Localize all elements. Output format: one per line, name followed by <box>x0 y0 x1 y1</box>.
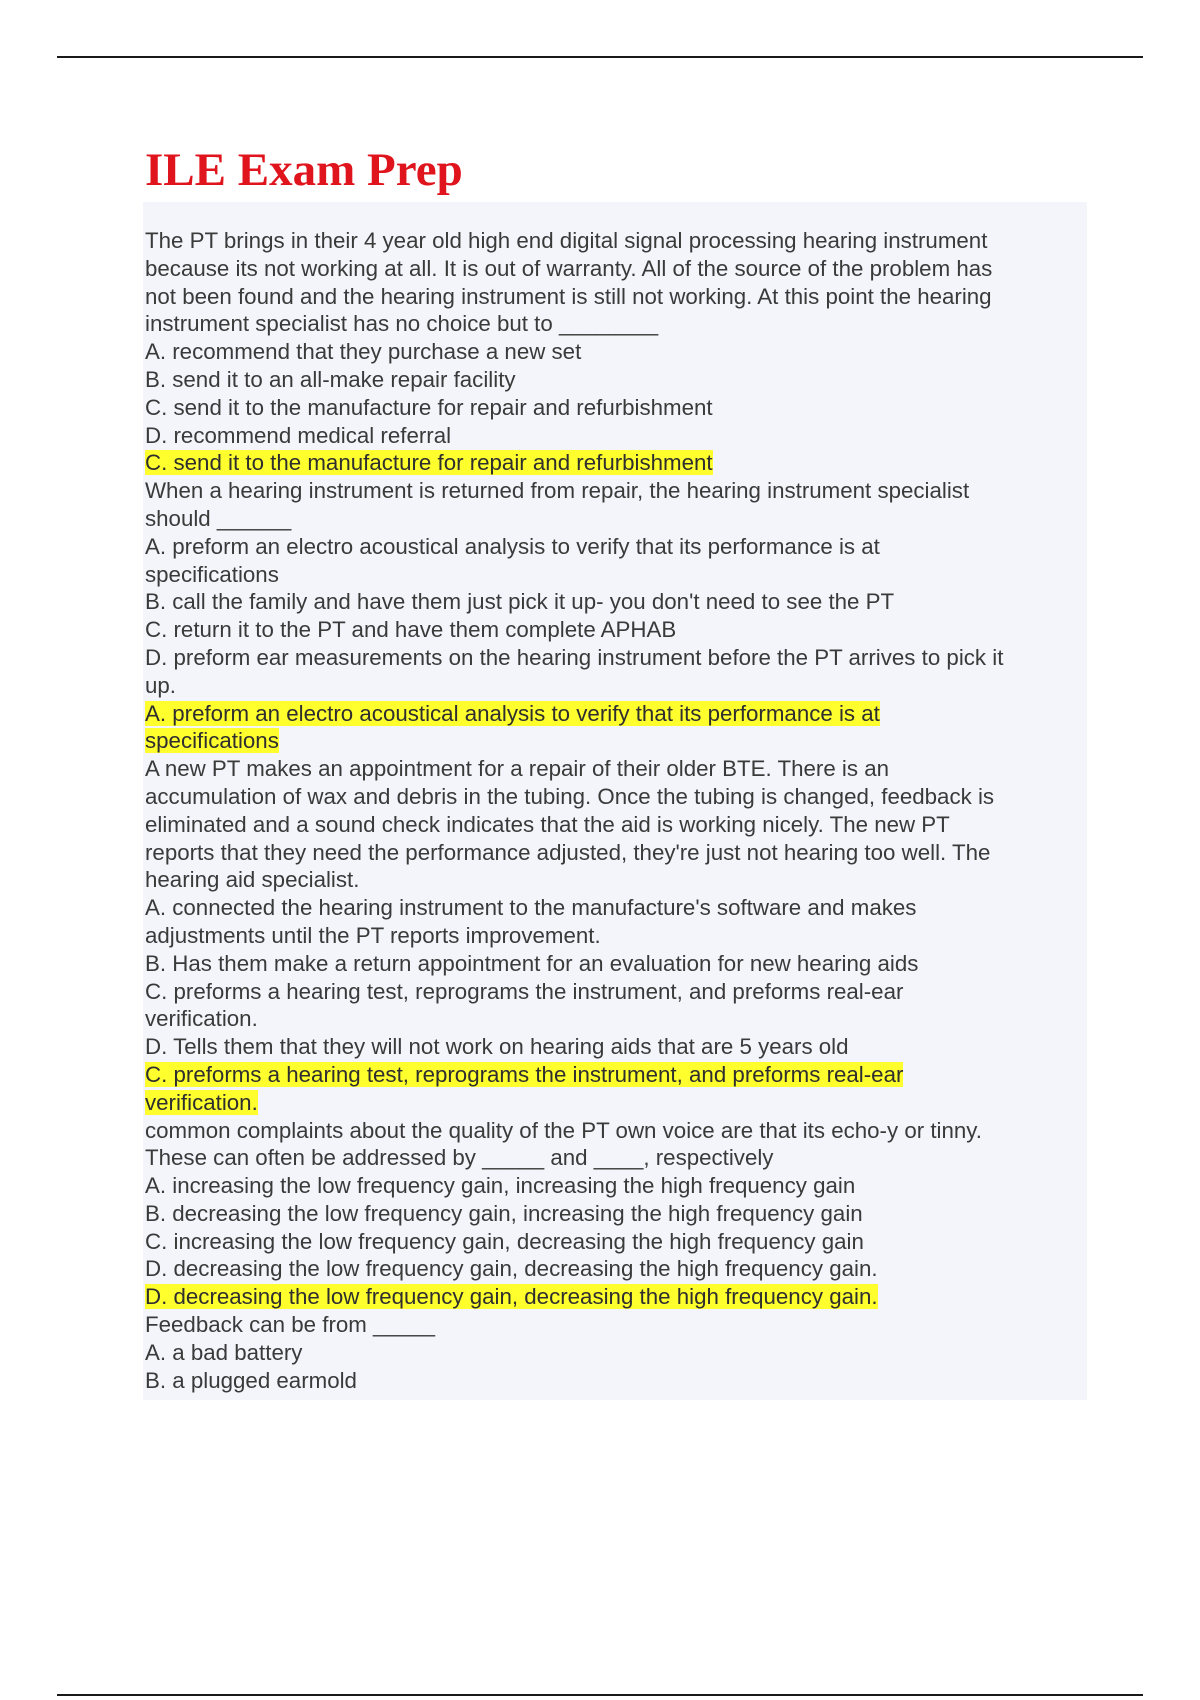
text-line <box>145 866 1087 894</box>
text-line <box>145 644 1087 672</box>
text-line <box>145 1228 1087 1256</box>
text-line <box>145 477 1087 505</box>
text-line <box>145 616 1087 644</box>
highlighted-answer-text: specifications <box>145 728 279 754</box>
line-text: A. connected the hearing instrument to the manufacture's software and makes <box>145 895 917 921</box>
line-text: A. recommend that they purchase a new set <box>145 339 582 365</box>
text-line <box>145 310 1087 338</box>
line-text: Feedback can be from _____ <box>145 1312 436 1338</box>
line-text: accumulation of wax and debris in the tubing. Once the tubing is changed, feedback is <box>145 783 995 809</box>
text-line <box>145 839 1087 867</box>
line-text: B. a plugged earmold <box>145 1367 357 1393</box>
line-text: reports that they need the performance adjusted, they're just not hearing too well. The <box>145 839 991 865</box>
line-text: not been found and the hearing instrument is still not working. At this point the hearing <box>145 283 992 309</box>
line-text: eliminated and a sound check indicates that the aid is working nicely. The new PT <box>145 811 950 837</box>
text-line <box>145 922 1087 950</box>
line-text: C. preforms a hearing test, reprograms the instrument, and preforms real-ear <box>145 978 904 1004</box>
text-line <box>145 1144 1087 1172</box>
text-line <box>145 672 1087 700</box>
line-text: When a hearing instrument is returned from repair, the hearing instrument specialist <box>145 478 970 504</box>
answer-line-highlighted <box>145 700 1087 728</box>
text-line <box>145 894 1087 922</box>
answer-line-highlighted <box>145 1283 1087 1311</box>
text-line <box>145 755 1087 783</box>
line-text: A. increasing the low frequency gain, increasing the high frequency gain <box>145 1173 856 1199</box>
line-text: B. call the family and have them just pick it up- you don't need to see the PT <box>145 589 895 615</box>
text-line <box>145 366 1087 394</box>
text-line <box>145 533 1087 561</box>
text-line <box>145 588 1087 616</box>
text-line <box>145 811 1087 839</box>
line-text: C. return it to the PT and have them complete APHAB <box>145 617 677 643</box>
line-text: should ______ <box>145 505 292 531</box>
text-line <box>145 255 1087 283</box>
line-text: These can often be addressed by _____ and ____, respectively <box>145 1145 774 1171</box>
text-line <box>145 1255 1087 1283</box>
text-line <box>145 422 1087 450</box>
line-text: hearing aid specialist. <box>145 867 360 893</box>
line-text: adjustments until the PT reports improvement. <box>145 922 601 948</box>
line-text: A. a bad battery <box>145 1339 303 1365</box>
page-title: ILE Exam Prep <box>145 144 463 196</box>
line-text: A new PT makes an appointment for a repair of their older BTE. There is an <box>145 756 890 782</box>
text-line <box>145 1117 1087 1145</box>
bottom-rule <box>57 1694 1143 1696</box>
line-text: D. preform ear measurements on the hearing instrument before the PT arrives to pick it <box>145 644 1004 670</box>
text-line <box>145 1172 1087 1200</box>
text-line <box>145 1200 1087 1228</box>
text-line <box>145 505 1087 533</box>
line-text: B. Has them make a return appointment for an evaluation for new hearing aids <box>145 950 919 976</box>
line-text: verification. <box>145 1006 258 1032</box>
highlighted-answer-text: C. preforms a hearing test, reprograms the instrument, and preforms real-ear <box>145 1061 904 1087</box>
line-text: because its not working at all. It is out of warranty. All of the source of the problem has <box>145 255 993 281</box>
text-line <box>145 978 1087 1006</box>
top-rule <box>57 56 1143 58</box>
highlighted-answer-text: D. decreasing the low frequency gain, decreasing the high frequency gain. <box>145 1284 878 1310</box>
answer-line-highlighted <box>145 1089 1087 1117</box>
line-text: D. decreasing the low frequency gain, decreasing the high frequency gain. <box>145 1256 878 1282</box>
text-line <box>145 1339 1087 1367</box>
line-text: The PT brings in their 4 year old high end digital signal processing hearing instrument <box>145 228 988 253</box>
line-text: D. Tells them that they will not work on hearing aids that are 5 years old <box>145 1034 849 1060</box>
highlighted-answer-text: verification. <box>145 1089 258 1115</box>
answer-line-highlighted <box>145 449 1087 477</box>
line-text: specifications <box>145 561 279 587</box>
line-text: A. preform an electro acoustical analysis to verify that its performance is at <box>145 533 880 559</box>
answer-line-highlighted <box>145 727 1087 755</box>
line-text: C. increasing the low frequency gain, decreasing the high frequency gain <box>145 1228 864 1254</box>
line-text: instrument specialist has no choice but to ________ <box>145 311 659 337</box>
text-line <box>145 338 1087 366</box>
text-line <box>145 1311 1087 1339</box>
line-text: B. send it to an all-make repair facility <box>145 366 516 392</box>
line-text: C. send it to the manufacture for repair and refurbishment <box>145 394 713 420</box>
line-text: D. recommend medical referral <box>145 422 452 448</box>
answer-line-highlighted <box>145 1061 1087 1089</box>
line-text: up. <box>145 672 176 698</box>
text-line <box>145 783 1087 811</box>
text-line <box>145 227 1087 255</box>
text-line <box>145 394 1087 422</box>
highlighted-answer-text: C. send it to the manufacture for repair and refurbishment <box>145 450 713 476</box>
text-line <box>145 561 1087 589</box>
question-panel <box>143 202 1087 1400</box>
text-line <box>145 1005 1087 1033</box>
highlighted-answer-text: A. preform an electro acoustical analysis to verify that its performance is at <box>145 700 880 726</box>
text-line <box>145 1033 1087 1061</box>
line-text: common complaints about the quality of the PT own voice are that its echo-y or tinny. <box>145 1117 982 1143</box>
line-text: B. decreasing the low frequency gain, increasing the high frequency gain <box>145 1200 863 1226</box>
text-line <box>145 950 1087 978</box>
text-line <box>145 1367 1087 1395</box>
text-line <box>145 283 1087 311</box>
